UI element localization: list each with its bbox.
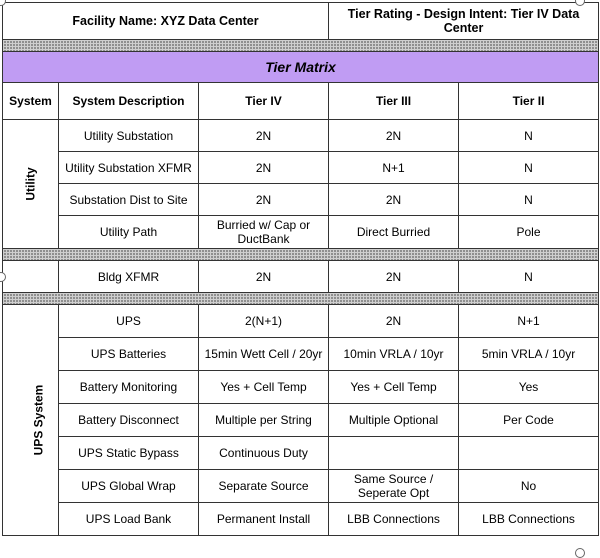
description-cell[interactable]: UPS Load Bank	[59, 503, 199, 536]
description-cell[interactable]: Battery Disconnect	[59, 404, 199, 437]
column-header-tier-iv[interactable]: Tier IV	[199, 83, 329, 120]
hatched-separator	[3, 40, 599, 52]
tier-iv-cell[interactable]: 15min Wett Cell / 20yr	[199, 338, 329, 371]
system-group-label: Utility	[23, 167, 38, 201]
separator-row	[3, 249, 599, 261]
table-row	[3, 437, 599, 470]
facility-name-cell[interactable]: Facility Name: XYZ Data Center	[3, 3, 329, 40]
tier-iii-cell[interactable]: LBB Connections	[329, 503, 459, 536]
tier-iv-cell[interactable]: 2N	[199, 152, 329, 184]
tier-iv-cell[interactable]: 2N	[199, 261, 329, 293]
tier-ii-cell[interactable]: N+1	[459, 305, 599, 338]
table-row	[3, 152, 599, 184]
tier-rating-cell[interactable]: Tier Rating - Design Intent: Tier IV Data Center	[329, 3, 599, 40]
tier-matrix-table	[2, 2, 599, 536]
system-group-label: UPS System	[31, 384, 46, 456]
description-cell[interactable]: Utility Substation	[59, 120, 199, 152]
column-header-row	[3, 83, 599, 120]
table-row	[3, 261, 599, 293]
table-row	[3, 371, 599, 404]
tier-iii-cell[interactable]	[329, 437, 459, 470]
tier-matrix-title[interactable]: Tier Matrix	[3, 52, 599, 83]
table-row	[3, 404, 599, 437]
hatched-separator	[3, 249, 599, 261]
tier-iv-cell[interactable]: Yes + Cell Temp	[199, 371, 329, 404]
tier-iii-cell[interactable]: Yes + Cell Temp	[329, 371, 459, 404]
tier-iv-cell[interactable]: Multiple per String	[199, 404, 329, 437]
table-row	[3, 503, 599, 536]
description-cell[interactable]: Substation Dist to Site	[59, 184, 199, 216]
table-row	[3, 184, 599, 216]
tier-iii-cell[interactable]: N+1	[329, 152, 459, 184]
description-cell[interactable]: UPS	[59, 305, 199, 338]
tier-iii-cell[interactable]: 10min VRLA / 10yr	[329, 338, 459, 371]
tier-ii-cell[interactable]: 5min VRLA / 10yr	[459, 338, 599, 371]
tier-matrix-sheet	[2, 2, 598, 536]
tier-iv-cell[interactable]: Burried w/ Cap or DuctBank	[199, 216, 329, 249]
tier-iv-cell[interactable]: 2N	[199, 184, 329, 216]
description-cell[interactable]: UPS Global Wrap	[59, 470, 199, 503]
table-row	[3, 120, 599, 152]
table-row	[3, 305, 599, 338]
tier-ii-cell[interactable]: Per Code	[459, 404, 599, 437]
tier-iv-cell[interactable]: 2N	[199, 120, 329, 152]
description-cell[interactable]: Bldg XFMR	[59, 261, 199, 293]
tier-iii-cell[interactable]: 2N	[329, 120, 459, 152]
column-header-tier-ii[interactable]: Tier II	[459, 83, 599, 120]
tier-iii-cell[interactable]: Multiple Optional	[329, 404, 459, 437]
table-row	[3, 470, 599, 503]
column-header-description[interactable]: System Description	[59, 83, 199, 120]
tier-ii-cell[interactable]: LBB Connections	[459, 503, 599, 536]
facility-header-row	[3, 3, 599, 40]
column-header-system[interactable]: System	[3, 83, 59, 120]
tier-iii-cell[interactable]: 2N	[329, 184, 459, 216]
system-group-cell[interactable]	[3, 120, 59, 249]
separator-row	[3, 40, 599, 52]
system-group-cell[interactable]	[3, 305, 59, 536]
hatched-separator	[3, 293, 599, 305]
description-cell[interactable]: Battery Monitoring	[59, 371, 199, 404]
utility-group	[3, 120, 599, 249]
description-cell[interactable]: UPS Static Bypass	[59, 437, 199, 470]
tier-ii-cell[interactable]: Yes	[459, 371, 599, 404]
separator-row	[3, 293, 599, 305]
tier-ii-cell[interactable]: No	[459, 470, 599, 503]
description-cell[interactable]: Utility Path	[59, 216, 199, 249]
tier-ii-cell[interactable]: Pole	[459, 216, 599, 249]
tier-ii-cell[interactable]: N	[459, 261, 599, 293]
tier-iii-cell[interactable]: 2N	[329, 261, 459, 293]
tier-iii-cell[interactable]: Direct Burried	[329, 216, 459, 249]
tier-iii-cell[interactable]: Same Source / Seperate Opt	[329, 470, 459, 503]
tier-iv-cell[interactable]: Separate Source	[199, 470, 329, 503]
table-row	[3, 338, 599, 371]
tier-iv-cell[interactable]: 2(N+1)	[199, 305, 329, 338]
system-cell-empty[interactable]	[3, 261, 59, 293]
tier-ii-cell[interactable]	[459, 437, 599, 470]
title-row	[3, 52, 599, 83]
description-cell[interactable]: Utility Substation XFMR	[59, 152, 199, 184]
tier-ii-cell[interactable]: N	[459, 152, 599, 184]
tier-iii-cell[interactable]: 2N	[329, 305, 459, 338]
tier-iv-cell[interactable]: Permanent Install	[199, 503, 329, 536]
column-header-tier-iii[interactable]: Tier III	[329, 83, 459, 120]
description-cell[interactable]: UPS Batteries	[59, 338, 199, 371]
ups-group	[3, 305, 599, 536]
tier-ii-cell[interactable]: N	[459, 120, 599, 152]
tier-iv-cell[interactable]: Continuous Duty	[199, 437, 329, 470]
table-row	[3, 216, 599, 249]
tier-ii-cell[interactable]: N	[459, 184, 599, 216]
